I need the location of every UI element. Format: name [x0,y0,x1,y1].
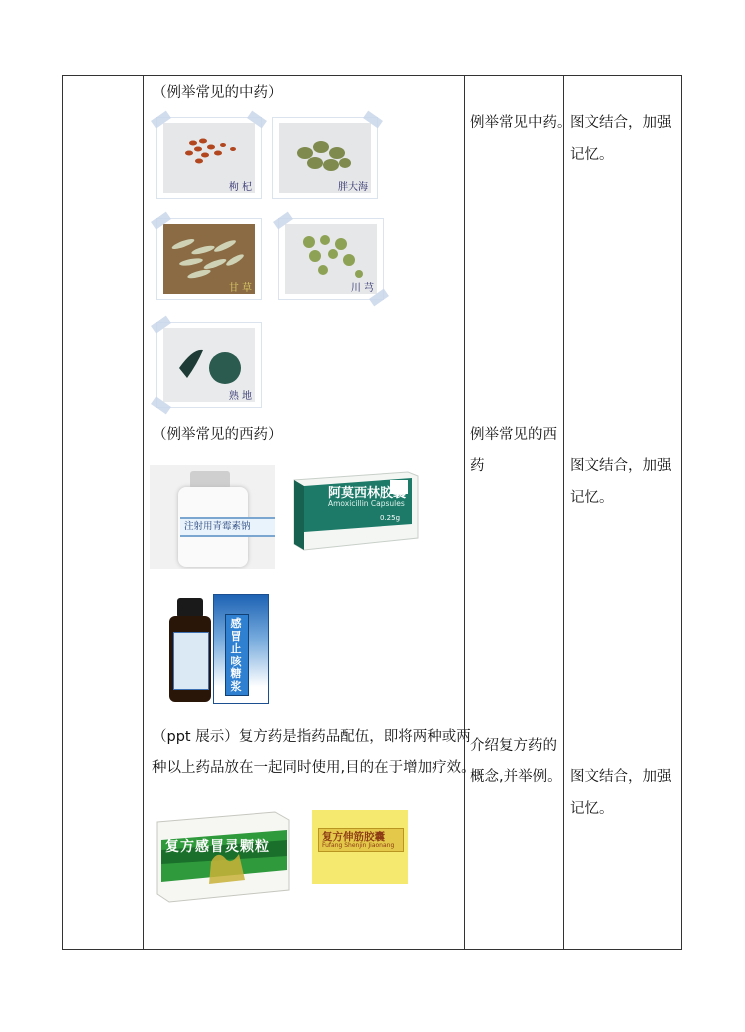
compound-shenjin-box [312,810,408,884]
amoxicillin-box [292,468,420,554]
herb-photo-pangdahai [272,117,378,199]
herb-caption: 川 芎 [350,283,374,294]
compound-text-line2: 种以上药品放在一起同时使用,目的在于增加疗效。 [152,760,476,776]
method-row1-line2: 记忆。 [570,147,614,163]
herb-caption: 甘 草 [228,283,252,294]
herb-photo-chuanxiong [278,218,384,300]
method-row2-line2: 记忆。 [570,490,614,506]
amoxicillin-title: 阿莫西林胶囊 [328,486,407,501]
method-row3-line2: 记忆。 [570,801,614,817]
herb-caption: 枸 杞 [228,182,252,193]
method-row3-line1: 图文结合，加强 [570,769,672,785]
purpose-row1: 例举常见中药。 [470,115,572,131]
compound-cold-granules-box [155,810,292,904]
amoxicillin-dose: 0.25g [380,514,401,522]
method-row1-line1: 图文结合，加强 [570,115,672,131]
method-row2-line1: 图文结合，加强 [570,458,672,474]
herb-photo-gancao [156,218,262,300]
amoxicillin-subtitle: Amoxicillin Capsules [328,499,405,508]
compound-text-line1: （ppt 展示）复方药是指药品配伍，即将两种或两 [152,729,471,745]
purpose-row3-line2: 概念,并举例。 [470,769,562,785]
penicillin-photo [150,465,275,569]
cough-syrup-photo [165,592,269,704]
column-divider [143,76,144,949]
compound-shenjin-title: 复方伸筋胶囊 [322,831,385,843]
purpose-row2-line1: 例举常见的西 [470,427,557,443]
penicillin-label: 注射用青霉素钠 [184,521,251,532]
purpose-row2-line2: 药 [470,458,485,474]
herb-photo-shudi [156,322,262,408]
column-divider [563,76,564,949]
syrup-box-label: 感冒止咳糖浆 [230,617,242,693]
heading-western-medicine: （例举常见的西药） [152,427,283,443]
herb-caption: 熟 地 [228,391,252,402]
herb-photo-goji [156,117,262,199]
compound-shenjin-subtitle: Fufang Shenjin Jiaonang [322,842,395,849]
purpose-row3-line1: 介绍复方药的 [470,738,557,754]
herb-caption: 胖大海 [338,182,368,193]
column-divider [464,76,465,949]
heading-chinese-medicine: （例举常见的中药） [152,85,283,101]
compound-cold-granules-title: 复方感冒灵颗粒 [165,839,270,855]
